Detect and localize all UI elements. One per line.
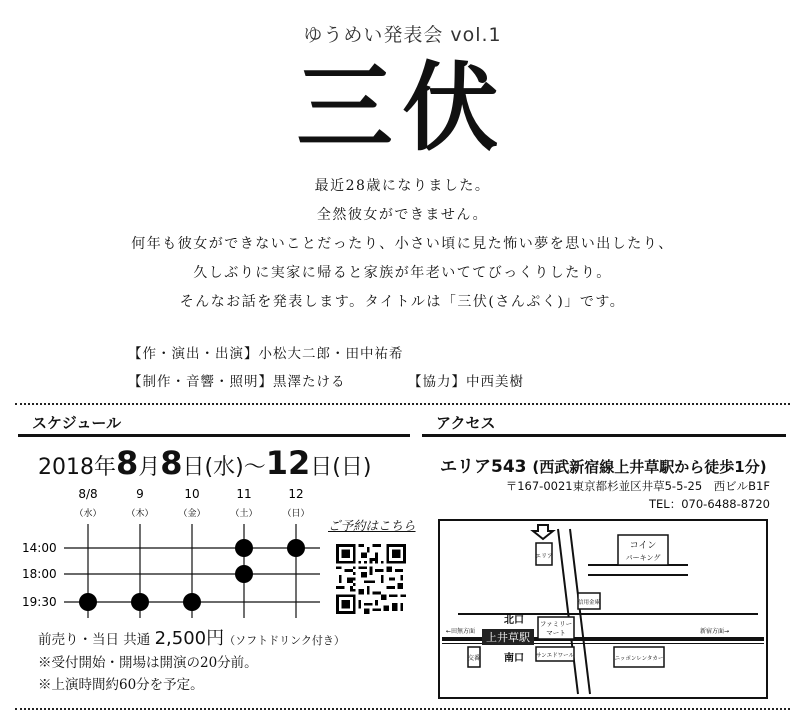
credit-direction bbox=[128, 342, 404, 362]
reservation-label: ご予約はこちら bbox=[328, 518, 416, 533]
schedule-time-label: 14:00 bbox=[22, 541, 57, 555]
credit-cooperation bbox=[408, 370, 524, 390]
date-year: 2018年 bbox=[38, 455, 116, 480]
access-underline bbox=[422, 434, 786, 437]
schedule-heading: スケジュール bbox=[32, 414, 122, 432]
credit-direction-label: 【作・演出・出演】 bbox=[128, 346, 259, 362]
divider-top bbox=[15, 403, 790, 405]
map-right-dir: 新宿方面→ bbox=[700, 628, 730, 635]
schedule-day-dow: （日） bbox=[282, 509, 310, 519]
credit-direction-value: 小松大二郎・田中祐希 bbox=[258, 346, 404, 362]
map-svg bbox=[438, 519, 768, 699]
schedule-day-date: 11 bbox=[236, 487, 252, 501]
description-line: そんなお話を発表します。タイトルは「三伏(さんぷく)」です。 bbox=[179, 294, 626, 310]
map-north-exit: 北口 bbox=[504, 615, 524, 626]
date-range bbox=[38, 444, 371, 482]
map-koban-label: 交番 bbox=[467, 655, 481, 662]
performance-dot bbox=[79, 593, 97, 611]
show-title: 三伏 bbox=[296, 51, 509, 164]
map-area-label: エリア bbox=[534, 553, 554, 560]
schedule-day-date: 8/8 bbox=[78, 487, 98, 501]
description-line: 何年も彼女ができないことだったり、小さい頃に見た怖い夢を思い出したり、 bbox=[131, 236, 674, 252]
map-coin-label: コイン bbox=[629, 541, 657, 551]
schedule-grid bbox=[0, 480, 330, 620]
schedule-underline bbox=[18, 434, 410, 437]
description-line: 全然彼女ができません。 bbox=[316, 207, 489, 223]
performance-dot bbox=[183, 593, 201, 611]
schedule-time-label: 18:00 bbox=[22, 567, 57, 581]
schedule-time-label: 19:30 bbox=[22, 595, 57, 609]
performance-dot bbox=[235, 539, 253, 557]
map-sunkus-label: サンエドワール bbox=[535, 653, 575, 659]
description bbox=[0, 172, 805, 317]
date-day-unit: 日(水)〜 bbox=[182, 455, 266, 480]
qr-code[interactable] bbox=[336, 544, 406, 614]
venue-address: 〒167-0021東京都杉並区井草5-5-25 西ビルB1F bbox=[505, 479, 770, 493]
divider-bottom bbox=[15, 708, 790, 710]
date-end-unit: 日(日) bbox=[310, 455, 372, 480]
credit-production-label: 【制作・音響・照明】 bbox=[128, 374, 273, 390]
date-month-unit: 月 bbox=[138, 455, 161, 480]
schedule-day-date: 10 bbox=[184, 487, 200, 501]
schedule-notes bbox=[38, 628, 345, 696]
date-month: 8 bbox=[116, 444, 139, 482]
credit-cooperation-label: 【協力】 bbox=[408, 374, 466, 390]
map-rental-label: ニッポンレンタカー bbox=[614, 656, 664, 662]
map-bank-label: 信用金庫 bbox=[577, 600, 601, 606]
credit-production-value: 黒澤たける bbox=[273, 374, 346, 390]
map-station-label: 上井草駅 bbox=[486, 631, 530, 644]
date-day: 8 bbox=[160, 444, 183, 482]
performance-dot bbox=[131, 593, 149, 611]
map-fm-label: ファミリー bbox=[539, 620, 573, 628]
performance-dot bbox=[287, 539, 305, 557]
access-map bbox=[438, 519, 768, 703]
map-fm-label2: マート bbox=[546, 629, 566, 637]
schedule-day-dow: （水） bbox=[74, 509, 102, 519]
performance-dot bbox=[235, 565, 253, 583]
map-south-exit: 南口 bbox=[504, 653, 524, 664]
venue-note: (西武新宿線上井草駅から徒歩1分) bbox=[532, 458, 767, 476]
credit-cooperation-value: 中西美樹 bbox=[466, 374, 524, 390]
note-duration: ※上演時間約60分を予定。 bbox=[38, 677, 204, 693]
series-title: ゆうめい発表会 vol.1 bbox=[303, 24, 502, 46]
venue-line bbox=[440, 452, 767, 477]
note-reception: ※受付開始・開場は開演の20分前。 bbox=[38, 655, 258, 671]
schedule-day-date: 12 bbox=[288, 487, 304, 501]
price-suffix: （ソフトドリンク付き） bbox=[224, 634, 345, 647]
schedule-day-dow: （土） bbox=[230, 509, 258, 519]
description-line: 最近28歳になりました。 bbox=[314, 178, 491, 194]
date-end-day: 12 bbox=[265, 444, 311, 482]
venue-address-block bbox=[440, 477, 770, 513]
description-line: 久しぶりに実家に帰ると家族が年老いててびっくりしたり。 bbox=[193, 265, 612, 281]
venue-name: エリア543 bbox=[440, 457, 527, 477]
price-label: 前売り・当日 共通 bbox=[38, 632, 151, 648]
map-coin-label2: パーキング bbox=[625, 554, 661, 562]
price-value: 2,500円 bbox=[154, 628, 225, 649]
schedule-day-date: 9 bbox=[136, 487, 144, 501]
schedule-day-dow: （金） bbox=[178, 509, 206, 519]
credit-production bbox=[128, 370, 346, 390]
access-heading: アクセス bbox=[436, 414, 496, 432]
map-left-dir: ←田無方面 bbox=[446, 628, 476, 635]
price-line bbox=[38, 628, 345, 652]
venue-tel: TEL：070-6488-8720 bbox=[649, 497, 770, 511]
schedule-day-dow: （木） bbox=[126, 509, 154, 519]
